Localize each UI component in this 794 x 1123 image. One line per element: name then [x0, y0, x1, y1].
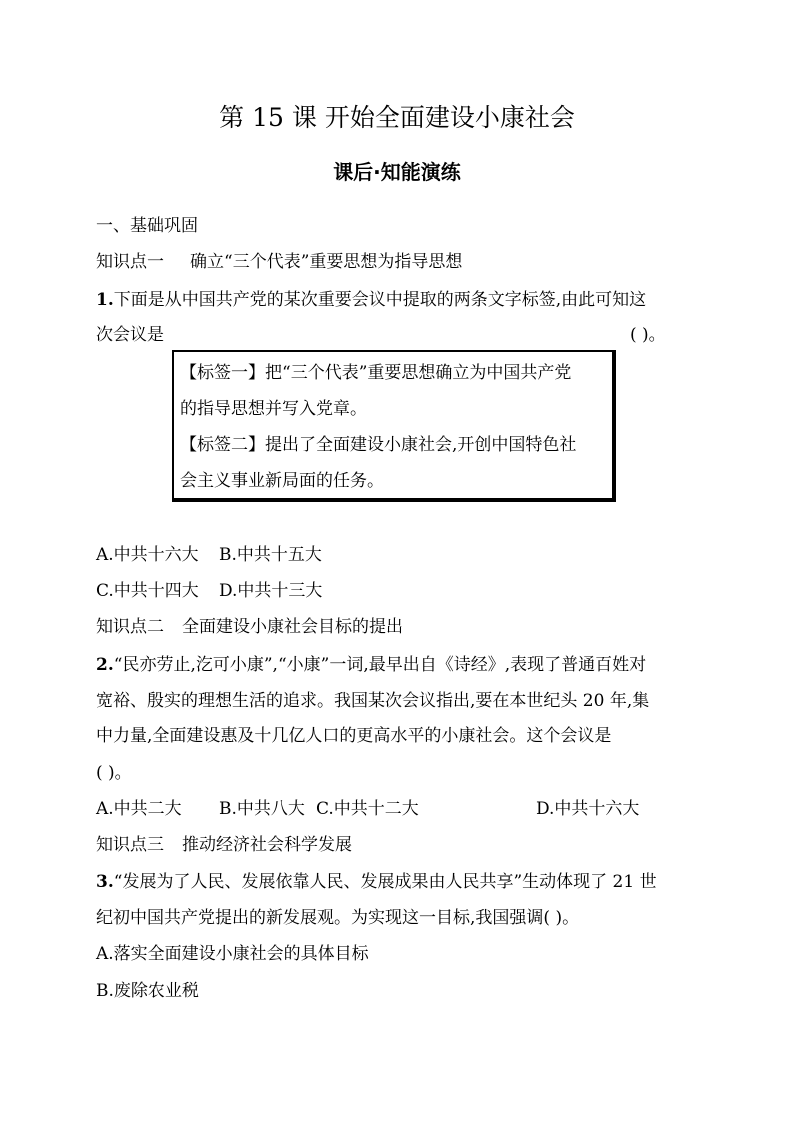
label-line: 【标签二】提出了全面建设小康社会,开创中国特色社: [180, 435, 577, 455]
option-b: B.中共八大: [219, 799, 305, 819]
practice-subtitle: 课后·知能演练: [333, 160, 461, 184]
label-line: 会主义事业新局面的任务。: [180, 471, 384, 491]
knowledge-point-name: 知识点二: [96, 617, 164, 637]
question-3-line-2: 纪初中国共产党提出的新发展观。为实现这一目标,我国强调( )。: [96, 908, 580, 928]
question-3-line-1: [96, 867, 657, 892]
option-a: A.落实全面建设小康社会的具体目标: [96, 944, 369, 964]
label-line: 的指导思想并写入党章。: [180, 399, 367, 419]
question-2-line-2: 宽裕、殷实的理想生活的追求。我国某次会议指出,要在本世纪头 20 年,集: [96, 691, 650, 711]
knowledge-point-2: [96, 612, 403, 637]
option-d: D.中共十三大: [219, 581, 323, 601]
option-a: A.中共二大: [96, 799, 182, 819]
knowledge-point-title: 全面建设小康社会目标的提出: [182, 617, 403, 637]
question-2-line-1: [96, 650, 646, 675]
question-2-line-3: 中力量,全面建设惠及十几亿人口的更高水平的小康社会。这个会议是: [96, 726, 612, 746]
option-d: D.中共十六大: [536, 799, 640, 819]
option-b: B.废除农业税: [96, 981, 199, 1001]
label-line: 【标签一】把“三个代表”重要思想确立为中国共产党: [180, 363, 572, 383]
question-1-line-2: 次会议是: [96, 325, 164, 345]
question-number: 2.: [96, 655, 114, 675]
option-c: C.中共十四大: [96, 581, 199, 601]
lesson-title: 第 15 课 开始全面建设小康社会: [219, 103, 575, 132]
knowledge-point-3: [96, 830, 352, 855]
knowledge-point-title: 推动经济社会科学发展: [182, 835, 352, 855]
section-heading: 一、基础巩固: [96, 216, 198, 236]
option-a: A.中共十六大: [96, 545, 199, 565]
label-box: [172, 350, 616, 502]
knowledge-point-title: 确立“三个代表”重要思想为指导思想: [190, 252, 463, 272]
question-number: 3.: [96, 872, 114, 892]
question-1-line-1: [96, 285, 646, 310]
question-text: 下面是从中国共产党的某次重要会议中提取的两条文字标签,由此可知这: [113, 290, 647, 310]
question-text: “民亦劳止,汔可小康”,“小康”一词,最早出自《诗经》,表现了普通百姓对: [113, 655, 647, 675]
question-number: 1.: [96, 290, 114, 310]
answer-blank: ( )。: [96, 763, 132, 783]
knowledge-point-name: 知识点一: [96, 252, 164, 272]
answer-blank: ( )。: [630, 325, 666, 345]
option-b: B.中共十五大: [219, 545, 322, 565]
knowledge-point-name: 知识点三: [96, 835, 164, 855]
option-c: C.中共十二大: [316, 799, 419, 819]
question-text: “发展为了人民、发展依靠人民、发展成果由人民共享”生动体现了 21 世: [113, 872, 657, 892]
knowledge-point-1: [96, 247, 462, 272]
